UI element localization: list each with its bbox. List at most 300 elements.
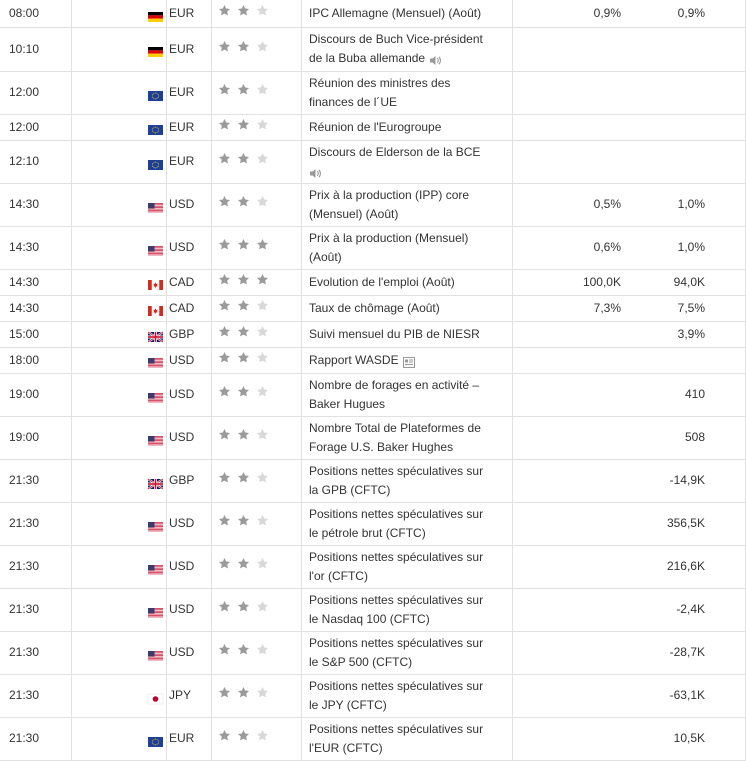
event-name-line	[309, 351, 508, 370]
star-icon	[237, 238, 250, 251]
event-name-line	[309, 143, 508, 162]
currency-code: EUR	[167, 0, 212, 27]
event-name[interactable]	[302, 347, 513, 373]
event-name[interactable]	[302, 416, 513, 459]
importance-stars	[212, 295, 302, 321]
importance-stars	[212, 459, 302, 502]
importance-stars	[212, 545, 302, 588]
event-row[interactable]	[0, 545, 746, 588]
currency-code: EUR	[167, 27, 212, 71]
country-flag-cell	[72, 295, 167, 321]
star-icon	[237, 686, 250, 699]
event-name-text: l'EUR (CFTC)	[309, 740, 383, 755]
event-time: 14:30	[0, 226, 72, 269]
event-name-line	[309, 438, 508, 457]
event-name-text: Taux de chômage (Août)	[309, 300, 440, 315]
event-name[interactable]	[302, 674, 513, 717]
event-row[interactable]	[0, 71, 746, 114]
previous-value	[709, 416, 746, 459]
event-name[interactable]	[302, 27, 513, 71]
star-icon	[237, 299, 250, 312]
star-icon	[256, 514, 269, 527]
forecast-value: -63,1K	[625, 674, 709, 717]
eu-flag-icon	[148, 122, 163, 132]
star-icon	[237, 152, 250, 165]
event-name-text: Baker Hugues	[309, 396, 386, 411]
event-row[interactable]	[0, 717, 746, 760]
event-name[interactable]	[302, 717, 513, 760]
event-name-line	[309, 186, 508, 205]
importance-stars	[212, 674, 302, 717]
previous-value	[709, 226, 746, 269]
event-row[interactable]	[0, 295, 746, 321]
actual-value	[513, 502, 626, 545]
forecast-value	[625, 140, 709, 183]
star-icon	[218, 351, 231, 364]
currency-code: USD	[167, 631, 212, 674]
event-name-text: Rapport WASDE	[309, 352, 399, 367]
star-icon	[237, 351, 250, 364]
importance-stars	[212, 347, 302, 373]
forecast-value	[625, 114, 709, 140]
forecast-value: -28,7K	[625, 631, 709, 674]
event-name[interactable]	[302, 269, 513, 295]
country-flag-cell	[72, 502, 167, 545]
star-icon	[218, 729, 231, 742]
star-icon	[256, 428, 269, 441]
event-name-text: Nombre de forages en activité –	[309, 377, 480, 392]
actual-value: 0,9%	[513, 0, 626, 27]
document-icon[interactable]	[403, 355, 415, 366]
star-icon	[237, 195, 250, 208]
event-row[interactable]	[0, 0, 746, 27]
event-row[interactable]	[0, 226, 746, 269]
star-icon	[256, 299, 269, 312]
event-name-line	[309, 205, 508, 224]
de-flag-icon	[148, 44, 163, 54]
eu-flag-icon	[148, 88, 163, 98]
star-icon	[237, 557, 250, 570]
currency-code: EUR	[167, 140, 212, 183]
event-row[interactable]	[0, 416, 746, 459]
star-icon	[218, 428, 231, 441]
star-icon	[218, 195, 231, 208]
actual-value	[513, 373, 626, 416]
event-name-text: le S&P 500 (CFTC)	[309, 654, 413, 669]
importance-stars	[212, 717, 302, 760]
event-name-text: l'or (CFTC)	[309, 568, 368, 583]
de-flag-icon	[148, 9, 163, 19]
actual-value	[513, 27, 626, 71]
us-flag-icon	[148, 433, 163, 443]
star-icon	[256, 195, 269, 208]
forecast-value: 1,0%	[625, 226, 709, 269]
star-icon	[256, 325, 269, 338]
gb-flag-icon	[148, 476, 163, 486]
event-name-text: Nombre Total de Plateformes de	[309, 420, 481, 435]
previous-value	[709, 373, 746, 416]
event-time: 14:30	[0, 269, 72, 295]
previous-value	[709, 674, 746, 717]
previous-value	[709, 0, 746, 27]
star-icon	[256, 600, 269, 613]
event-name-line	[309, 325, 508, 344]
forecast-value: 410	[625, 373, 709, 416]
event-name[interactable]	[302, 226, 513, 269]
event-name-text: Positions nettes spéculatives sur	[309, 721, 484, 736]
event-name[interactable]	[302, 373, 513, 416]
star-icon	[256, 686, 269, 699]
event-name-text: Prix à la production (IPP) core	[309, 187, 470, 202]
forecast-value: 3,9%	[625, 321, 709, 347]
star-icon	[237, 385, 250, 398]
actual-value	[513, 321, 626, 347]
currency-code: USD	[167, 183, 212, 226]
actual-value	[513, 114, 626, 140]
star-icon	[256, 4, 269, 17]
event-name[interactable]	[302, 631, 513, 674]
eu-flag-icon	[148, 734, 163, 744]
forecast-value	[625, 71, 709, 114]
star-icon	[237, 40, 250, 53]
star-icon	[237, 273, 250, 286]
country-flag-cell	[72, 459, 167, 502]
actual-value	[513, 71, 626, 114]
event-row[interactable]	[0, 502, 746, 545]
country-flag-cell	[72, 71, 167, 114]
event-name[interactable]	[302, 545, 513, 588]
event-name-line	[309, 93, 508, 112]
star-icon	[237, 471, 250, 484]
event-name-text: Positions nettes spéculatives sur	[309, 678, 484, 693]
event-name-text: le Nasdaq 100 (CFTC)	[309, 611, 430, 626]
event-row[interactable]	[0, 588, 746, 631]
country-flag-cell	[72, 321, 167, 347]
event-name-text: de la Buba allemande	[309, 51, 426, 65]
currency-code: USD	[167, 502, 212, 545]
event-row[interactable]	[0, 631, 746, 674]
event-name[interactable]	[302, 502, 513, 545]
event-row[interactable]	[0, 347, 746, 373]
us-flag-icon	[148, 562, 163, 572]
previous-value	[709, 183, 746, 226]
forecast-value: 216,6K	[625, 545, 709, 588]
us-flag-icon	[148, 200, 163, 210]
event-name-line	[309, 4, 508, 23]
event-name-text: Forage U.S. Baker Hughes	[309, 439, 454, 454]
previous-value	[709, 588, 746, 631]
currency-code: USD	[167, 588, 212, 631]
event-time: 21:30	[0, 545, 72, 588]
country-flag-cell	[72, 347, 167, 373]
speaker-icon[interactable]	[429, 53, 441, 64]
event-name-text: (Mensuel) (Août)	[309, 206, 399, 221]
star-icon	[218, 4, 231, 17]
event-name-line	[309, 395, 508, 414]
star-icon	[218, 325, 231, 338]
event-name-text: Prix à la production (Mensuel)	[309, 230, 469, 245]
event-row[interactable]	[0, 674, 746, 717]
event-row[interactable]	[0, 140, 746, 183]
us-flag-icon	[148, 355, 163, 365]
star-icon	[256, 729, 269, 742]
previous-value	[709, 27, 746, 71]
event-name[interactable]	[302, 71, 513, 114]
country-flag-cell	[72, 373, 167, 416]
event-name-line	[309, 481, 508, 500]
us-flag-icon	[148, 519, 163, 529]
forecast-value	[625, 347, 709, 373]
event-name-line	[309, 299, 508, 318]
event-name-line	[309, 653, 508, 672]
event-time: 21:30	[0, 502, 72, 545]
event-name-text: le pétrole brut (CFTC)	[309, 525, 426, 540]
actual-value: 0,5%	[513, 183, 626, 226]
forecast-value: 508	[625, 416, 709, 459]
event-name-line	[309, 524, 508, 543]
currency-code: JPY	[167, 674, 212, 717]
star-icon	[218, 83, 231, 96]
star-icon	[256, 273, 269, 286]
event-name-text: Positions nettes spéculatives sur	[309, 549, 484, 564]
event-time: 12:10	[0, 140, 72, 183]
event-time: 21:30	[0, 459, 72, 502]
star-icon	[237, 729, 250, 742]
actual-value	[513, 674, 626, 717]
event-name-text: Discours de Buch Vice-président	[309, 32, 483, 46]
star-icon	[218, 471, 231, 484]
forecast-value: 7,5%	[625, 295, 709, 321]
gb-flag-icon	[148, 329, 163, 339]
country-flag-cell	[72, 0, 167, 27]
star-icon	[218, 514, 231, 527]
event-name-line	[309, 548, 508, 567]
currency-code: EUR	[167, 717, 212, 760]
event-time: 21:30	[0, 631, 72, 674]
previous-value	[709, 347, 746, 373]
currency-code: CAD	[167, 269, 212, 295]
event-name-line	[309, 696, 508, 715]
event-row[interactable]	[0, 269, 746, 295]
event-name-line	[309, 739, 508, 758]
event-name[interactable]	[302, 295, 513, 321]
star-icon	[256, 643, 269, 656]
importance-stars	[212, 373, 302, 416]
currency-code: GBP	[167, 321, 212, 347]
event-name[interactable]	[302, 0, 513, 27]
event-name-line	[309, 229, 508, 248]
event-name[interactable]	[302, 321, 513, 347]
event-name-line	[309, 273, 508, 292]
event-name-line	[309, 610, 508, 629]
importance-stars	[212, 226, 302, 269]
star-icon	[237, 83, 250, 96]
importance-stars	[212, 269, 302, 295]
importance-stars	[212, 27, 302, 71]
currency-code: EUR	[167, 71, 212, 114]
previous-value	[709, 295, 746, 321]
event-time: 18:00	[0, 347, 72, 373]
star-icon	[256, 238, 269, 251]
event-row[interactable]	[0, 27, 746, 71]
importance-stars	[212, 321, 302, 347]
star-icon	[237, 428, 250, 441]
forecast-value	[625, 27, 709, 71]
ca-flag-icon	[148, 303, 163, 313]
event-name-text: Positions nettes spéculatives sur	[309, 506, 484, 521]
star-icon	[218, 299, 231, 312]
star-icon	[237, 118, 250, 131]
star-icon	[218, 643, 231, 656]
forecast-value: 0,9%	[625, 0, 709, 27]
event-name-text: Suivi mensuel du PIB de NIESR	[309, 326, 480, 341]
star-icon	[237, 600, 250, 613]
event-row[interactable]	[0, 183, 746, 226]
country-flag-cell	[72, 183, 167, 226]
star-icon	[218, 118, 231, 131]
star-icon	[256, 40, 269, 53]
country-flag-cell	[72, 631, 167, 674]
previous-value	[709, 545, 746, 588]
currency-code: CAD	[167, 295, 212, 321]
event-name[interactable]	[302, 588, 513, 631]
event-name-line	[309, 720, 508, 739]
actual-value	[513, 545, 626, 588]
importance-stars	[212, 0, 302, 27]
star-icon	[256, 385, 269, 398]
country-flag-cell	[72, 674, 167, 717]
actual-value	[513, 459, 626, 502]
event-time: 12:00	[0, 71, 72, 114]
currency-code: USD	[167, 545, 212, 588]
event-row[interactable]	[0, 321, 746, 347]
event-row[interactable]	[0, 373, 746, 416]
star-icon	[218, 238, 231, 251]
event-name-text: Evolution de l'emploi (Août)	[309, 274, 455, 289]
event-name[interactable]	[302, 114, 513, 140]
star-icon	[237, 4, 250, 17]
event-time: 21:30	[0, 588, 72, 631]
event-name-text: Réunion des ministres des	[309, 75, 451, 90]
actual-value: 0,6%	[513, 226, 626, 269]
forecast-value: 1,0%	[625, 183, 709, 226]
country-flag-cell	[72, 416, 167, 459]
event-time: 12:00	[0, 114, 72, 140]
previous-value	[709, 114, 746, 140]
event-name-text: Réunion de l'Eurogroupe	[309, 119, 442, 134]
event-name-line	[309, 49, 508, 68]
us-flag-icon	[148, 390, 163, 400]
forecast-value: 356,5K	[625, 502, 709, 545]
country-flag-cell	[72, 269, 167, 295]
event-name[interactable]	[302, 183, 513, 226]
event-name-line	[309, 162, 508, 181]
star-icon	[218, 152, 231, 165]
event-name-text: Positions nettes spéculatives sur	[309, 592, 484, 607]
event-time: 19:00	[0, 373, 72, 416]
star-icon	[256, 118, 269, 131]
previous-value	[709, 459, 746, 502]
importance-stars	[212, 71, 302, 114]
event-name-line	[309, 419, 508, 438]
event-name-text: Positions nettes spéculatives sur	[309, 635, 484, 650]
previous-value	[709, 717, 746, 760]
actual-value	[513, 588, 626, 631]
event-name-line	[309, 118, 508, 137]
country-flag-cell	[72, 27, 167, 71]
importance-stars	[212, 140, 302, 183]
star-icon	[256, 557, 269, 570]
event-name[interactable]	[302, 459, 513, 502]
event-time: 14:30	[0, 295, 72, 321]
us-flag-icon	[148, 605, 163, 615]
event-name-line	[309, 248, 508, 267]
event-name-line	[309, 30, 508, 49]
actual-value	[513, 631, 626, 674]
event-time: 21:30	[0, 674, 72, 717]
forecast-value: 94,0K	[625, 269, 709, 295]
previous-value	[709, 269, 746, 295]
event-name-text: (Août)	[309, 249, 342, 264]
country-flag-cell	[72, 545, 167, 588]
currency-code: EUR	[167, 114, 212, 140]
event-name-text: Positions nettes spéculatives sur	[309, 463, 484, 478]
event-name-line	[309, 505, 508, 524]
star-icon	[218, 557, 231, 570]
star-icon	[256, 152, 269, 165]
event-name-line	[309, 591, 508, 610]
actual-value	[513, 717, 626, 760]
star-icon	[218, 273, 231, 286]
event-name-line	[309, 462, 508, 481]
event-name-line	[309, 567, 508, 586]
star-icon	[256, 351, 269, 364]
event-name-text: Discours de Elderson de la BCE	[309, 144, 481, 159]
previous-value	[709, 140, 746, 183]
us-flag-icon	[148, 648, 163, 658]
event-name-text: finances de l´UE	[309, 94, 398, 109]
previous-value	[709, 631, 746, 674]
event-name[interactable]	[302, 140, 513, 183]
speaker-icon[interactable]	[309, 166, 321, 177]
event-time: 19:00	[0, 416, 72, 459]
event-row[interactable]	[0, 114, 746, 140]
ca-flag-icon	[148, 277, 163, 287]
star-icon	[237, 514, 250, 527]
event-row[interactable]	[0, 459, 746, 502]
star-icon	[237, 643, 250, 656]
previous-value	[709, 321, 746, 347]
forecast-value: -14,9K	[625, 459, 709, 502]
country-flag-cell	[72, 717, 167, 760]
event-name-text: IPC Allemagne (Mensuel) (Août)	[309, 5, 482, 20]
importance-stars	[212, 416, 302, 459]
actual-value	[513, 140, 626, 183]
importance-stars	[212, 588, 302, 631]
actual-value: 100,0K	[513, 269, 626, 295]
eu-flag-icon	[148, 157, 163, 167]
event-time: 14:30	[0, 183, 72, 226]
actual-value	[513, 347, 626, 373]
jp-flag-icon	[148, 691, 163, 701]
importance-stars	[212, 183, 302, 226]
star-icon	[218, 600, 231, 613]
previous-value	[709, 71, 746, 114]
event-name-line	[309, 677, 508, 696]
importance-stars	[212, 502, 302, 545]
event-name-line	[309, 634, 508, 653]
event-time: 08:00	[0, 0, 72, 27]
